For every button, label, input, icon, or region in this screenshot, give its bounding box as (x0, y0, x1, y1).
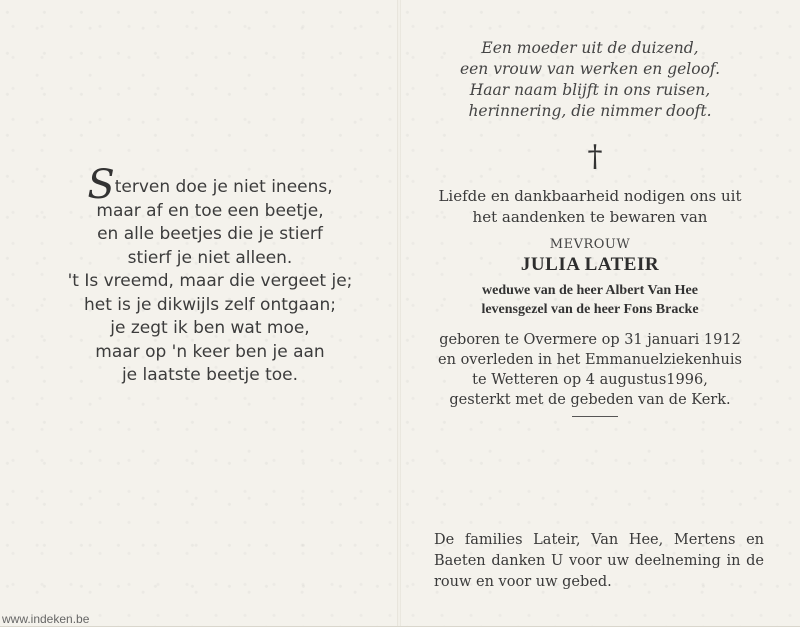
verse-line-4: herinnering, die nimmer dooft. (468, 102, 712, 120)
poem-line-2: maar af en toe een beetje, (96, 200, 324, 221)
watermark: www.indeken.be (2, 612, 90, 626)
cross-icon: † (587, 139, 603, 174)
poem-line-6: het is je dikwijls zelf ontgaan; (83, 294, 337, 315)
relation-widow: weduwe van de heer Albert Van Hee (482, 283, 698, 298)
poem-line-8: maar op 'n keer ben je aan (95, 341, 325, 362)
birth-death-details (420, 330, 760, 410)
families-thanks: De families Lateir, Van Hee, Mertens en Baeten danken U voor uw deelneming in de rouw en voor uw gebed. (434, 532, 764, 590)
verse-line-1: Een moeder uit de duizend, (481, 39, 699, 57)
poem-dropcap: S (87, 162, 115, 208)
born-line-4: gesterkt met de gebeden van de Kerk. (449, 392, 731, 408)
honorific: MEVROUW (549, 237, 631, 252)
intro-line-2: het aandenken te bewaren van (472, 207, 708, 226)
poem-line-3: en alle beetjes die je stierf (97, 224, 323, 244)
poem-line-5: 't Is vreemd, maar die vergeet je; (67, 271, 353, 291)
born-line-2: en overleden in het Emmanuelziekenhuis (438, 352, 742, 368)
relation-partner: levensgezel van de heer Fons Bracke (481, 302, 699, 317)
born-line-3: te Wetteren op 4 augustus1996, (472, 372, 708, 388)
relations (420, 281, 760, 319)
poem-line-1: Sterven doe je niet ineens, (87, 162, 333, 208)
intro-line-1: Liefde en dankbaarheid nodigen ons uit (438, 187, 742, 205)
poem (40, 162, 380, 388)
verse (440, 38, 740, 122)
born-line-1: geboren te Overmere op 31 januari 1912 (439, 332, 741, 348)
card-fold (397, 0, 401, 628)
verse-line-3: Haar naam blijft in ons ruisen, (469, 81, 711, 99)
verse-line-2: een vrouw van werken en geloof. (459, 60, 721, 78)
deceased-name: JULIA LATEIR (520, 254, 660, 275)
intro-text (420, 186, 760, 227)
poem-line-7: je zegt ik ben wat moe, (110, 318, 310, 338)
divider (572, 416, 618, 417)
poem-line-4: stierf je niet alleen. (127, 247, 293, 268)
poem-line-9: je laatste beetje toe. (121, 365, 299, 385)
